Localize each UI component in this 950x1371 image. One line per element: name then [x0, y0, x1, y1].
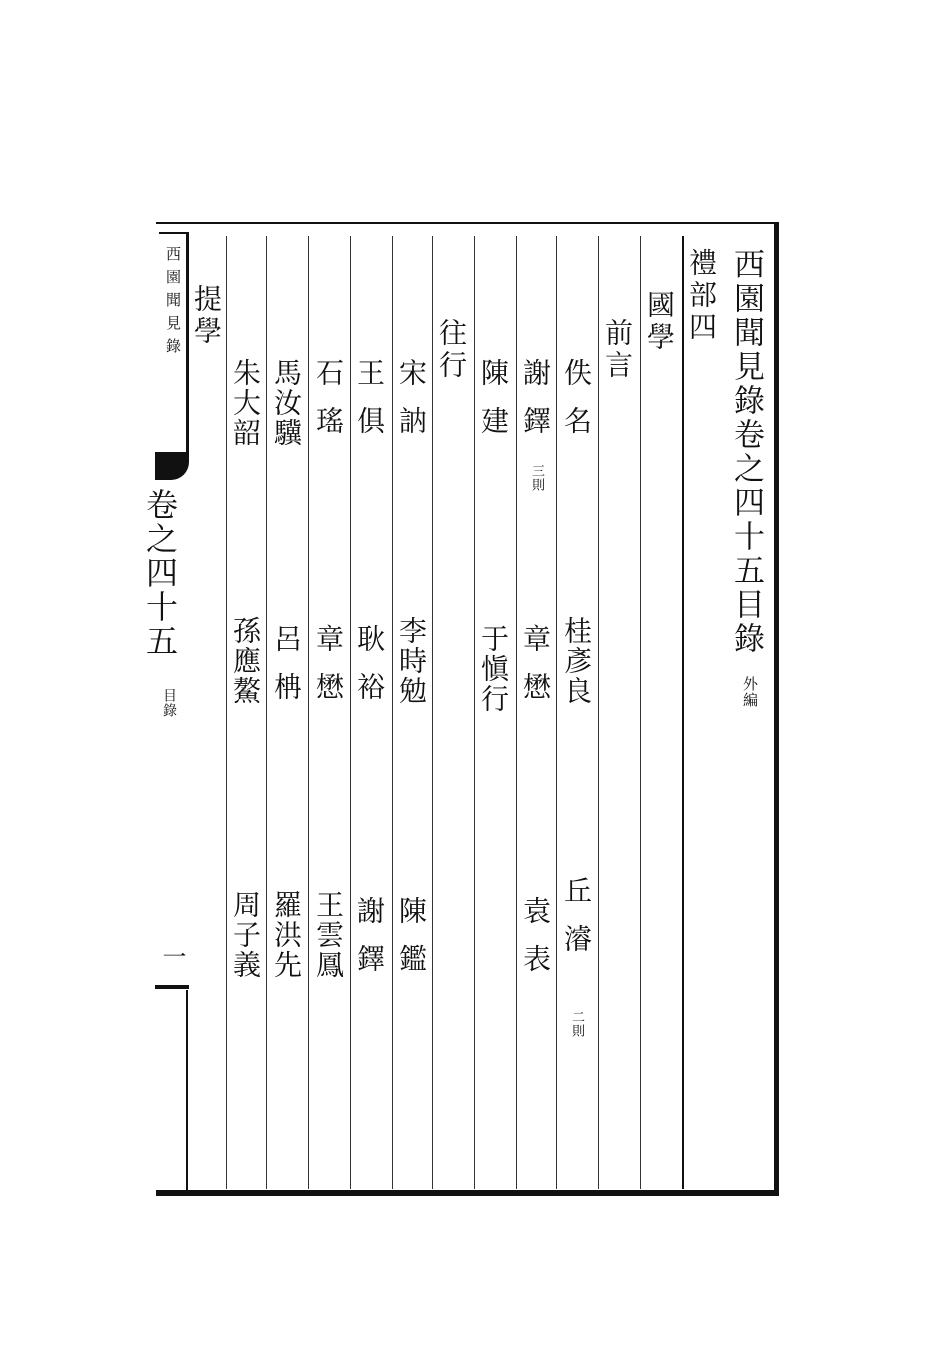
column-rule	[432, 236, 433, 1189]
entry-heading: 往行	[435, 318, 468, 382]
entry-name: 周子義	[229, 890, 262, 980]
entry-name: 陳建	[477, 358, 510, 454]
spine-rule	[186, 990, 188, 1190]
column-rule	[556, 236, 557, 1189]
entry-name: 丘濬	[560, 876, 593, 972]
column-rule	[350, 236, 351, 1189]
title-note: 外編	[741, 676, 759, 708]
entry-heading: 提學	[190, 284, 223, 348]
spine-volume: 卷之四十五	[141, 488, 179, 658]
column-rule	[308, 236, 309, 1189]
column-rule	[266, 236, 267, 1189]
entry-name: 謝鐸	[353, 896, 386, 992]
entry-name: 朱大韶	[229, 358, 262, 448]
column-rule	[598, 236, 599, 1189]
entry-name: 李時勉	[395, 616, 428, 706]
spine-divider	[155, 985, 189, 989]
entry-name: 呂柟	[270, 624, 303, 720]
entry-name: 羅洪先	[270, 890, 303, 980]
entry-name: 于愼行	[477, 624, 510, 714]
spine-page-number: 一	[158, 944, 186, 972]
entry-name: 孫應鰲	[229, 616, 262, 706]
spine-section: 目錄	[161, 688, 177, 718]
entry-note: 二則	[569, 1010, 584, 1038]
entry-heading: 前言	[601, 318, 634, 382]
entry-name: 宋訥	[395, 358, 428, 454]
entry-name: 袁表	[519, 896, 552, 992]
entry-name: 佚名	[560, 358, 593, 454]
column-rule	[474, 236, 475, 1189]
entry-section: 禮部四	[685, 248, 718, 344]
column-rule	[682, 236, 684, 1189]
entry-name: 桂彥良	[560, 616, 593, 706]
entry-name: 王雲鳳	[312, 890, 345, 980]
entry-name: 石瑤	[312, 358, 345, 454]
page-title: 西園聞見錄卷之四十五目錄	[728, 248, 764, 656]
entry-subsection: 國學	[643, 290, 676, 354]
entry-name: 耿裕	[353, 624, 386, 720]
entry-name: 馬汝驥	[270, 358, 303, 448]
spine-book-title: 西園聞見錄	[164, 246, 182, 361]
entry-name: 王俱	[353, 358, 386, 454]
entry-name: 章懋	[312, 624, 345, 720]
entry-name: 章懋	[519, 624, 552, 720]
entry-name: 陳鑑	[395, 896, 428, 992]
column-rule	[226, 236, 227, 1189]
column-rule	[392, 236, 393, 1189]
column-rule	[640, 236, 641, 1189]
entry-name: 謝鐸	[519, 358, 552, 454]
entry-note: 三則	[529, 464, 544, 492]
column-rule	[516, 236, 517, 1189]
